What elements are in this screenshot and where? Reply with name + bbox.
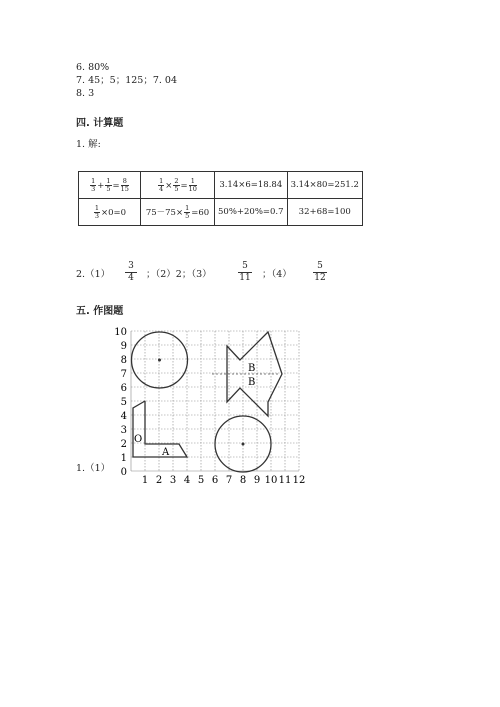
y-tick-label: 10 bbox=[114, 327, 127, 338]
y-tick-label: 8 bbox=[120, 355, 127, 366]
x-tick-label: 6 bbox=[211, 475, 219, 486]
y-tick-label: 1 bbox=[120, 453, 127, 464]
tick-labels bbox=[114, 327, 305, 486]
table-cell: $\frac{1}{4}$ × $\frac{2}{5}$ = $\frac{1}{10}$ bbox=[141, 172, 215, 199]
drawn-shapes bbox=[132, 332, 283, 472]
x-tick-label: 11 bbox=[278, 475, 292, 486]
table-row bbox=[79, 199, 363, 226]
x-tick-label: 12 bbox=[292, 475, 306, 486]
x-tick-label: 9 bbox=[253, 475, 261, 486]
x-tick-label: 3 bbox=[169, 475, 177, 486]
label-a: A bbox=[162, 447, 170, 458]
y-tick-label: 2 bbox=[120, 439, 127, 450]
y-tick-label: 3 bbox=[120, 425, 127, 436]
x-tick-label: 1 bbox=[141, 475, 149, 486]
label-b-bottom: B bbox=[248, 377, 256, 388]
table-cell: $\frac{1}{3}$ ×0=0 bbox=[79, 199, 141, 226]
y-tick-label: 6 bbox=[120, 383, 127, 394]
question-2-label: 2.（1） bbox=[76, 269, 111, 280]
section-5-q1-label: 1.（1） bbox=[76, 463, 111, 474]
x-tick-label: 7 bbox=[225, 475, 233, 486]
y-tick-label: 7 bbox=[120, 369, 127, 380]
question-2-mid: ；（2）2；（3） bbox=[146, 269, 212, 280]
question-1-label: 1. 解: bbox=[76, 139, 101, 150]
answer-line-6: 6. 80% bbox=[76, 62, 110, 73]
answer-line-8: 8. 3 bbox=[76, 88, 95, 99]
table-cell: 75－75× $\frac{1}{5}$ =60 bbox=[141, 199, 215, 226]
y-tick-label: 5 bbox=[120, 397, 127, 408]
coordinate-grid bbox=[110, 326, 310, 486]
x-tick-label: 2 bbox=[155, 475, 163, 486]
x-tick-label: 5 bbox=[197, 475, 205, 486]
table-cell: 32+68=100 bbox=[287, 199, 362, 226]
y-tick-label: 4 bbox=[120, 411, 127, 422]
table-cell: $\frac{1}{3}$ + $\frac{1}{5}$ = $\frac{8}{15}$ bbox=[79, 172, 141, 199]
fraction-answer-4: 5 12 bbox=[314, 261, 326, 283]
y-tick-label: 0 bbox=[120, 467, 127, 478]
circle-center-dot bbox=[242, 443, 245, 446]
label-o: O bbox=[134, 434, 143, 445]
table-cell: 50%+20%=0.7 bbox=[215, 199, 288, 226]
x-tick-label: 8 bbox=[239, 475, 247, 486]
x-tick-label: 4 bbox=[183, 475, 191, 486]
section-5-heading: 五. 作图题 bbox=[76, 306, 124, 317]
table-row bbox=[79, 172, 363, 199]
question-2-sep: ；（4） bbox=[262, 269, 292, 280]
y-tick-label: 9 bbox=[120, 341, 127, 352]
fraction-answer-3: 5 11 bbox=[239, 261, 251, 283]
fraction-answer-1: 3 4 bbox=[125, 261, 137, 283]
label-b-top: B bbox=[248, 363, 256, 374]
section-4-heading: 四. 计算题 bbox=[76, 118, 124, 129]
table-cell: 3.14×80=251.2 bbox=[287, 172, 362, 199]
calculation-table bbox=[78, 171, 363, 226]
x-tick-label: 10 bbox=[264, 475, 278, 486]
table-cell: 3.14×6=18.84 bbox=[215, 172, 288, 199]
circle-center-dot bbox=[158, 359, 161, 362]
answer-line-7: 7. 45；5；125；7. 04 bbox=[76, 75, 178, 86]
